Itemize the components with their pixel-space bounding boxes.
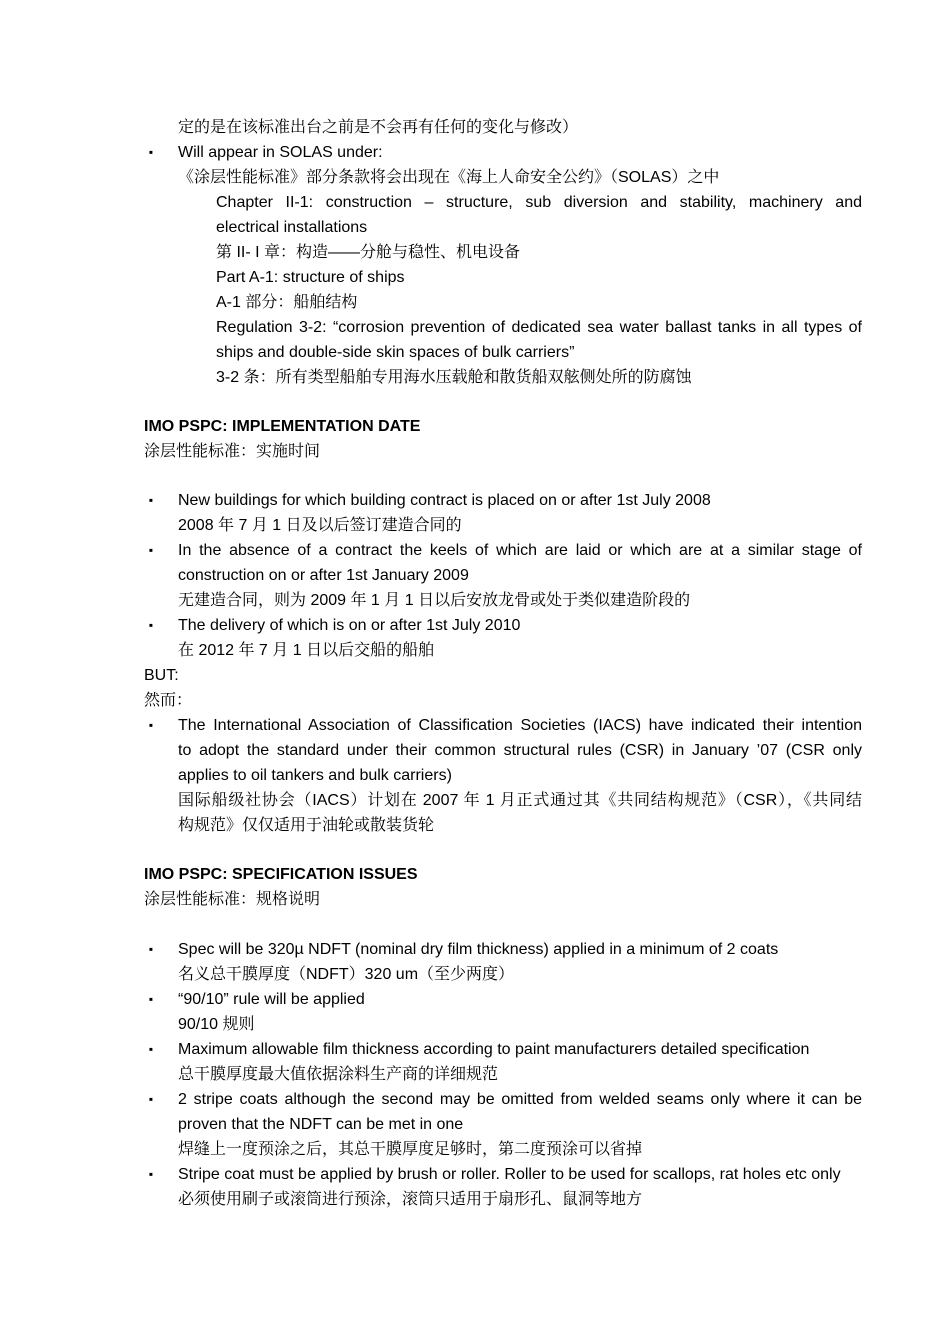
intro-carry-line: 定的是在该标准出台之前是不会再有任何的变化与修改） [178, 119, 579, 136]
impl-item4-en-line1: The International Association of Classification Societies (IACS) have indicated their intention [178, 717, 862, 734]
spec-item5-zh: 必须使用刷子或滚筒进行预涂，滚筒只适用于扇形孔、鼠洞等地方 [178, 1191, 643, 1208]
impl-item1-zh: 2008 年 7 月 1 日及以后签订建造合同的 [178, 517, 462, 534]
impl-item3-zh: 在 2012 年 7 月 1 日以后交船的船舶 [178, 642, 435, 659]
spec-item4-en-line1: 2 stripe coats although the second may be omitted from welded seams only where it can be [178, 1091, 862, 1108]
bullet-icon: ▪ [148, 942, 154, 956]
but-zh: 然而： [144, 692, 193, 709]
chapter-en-line2: electrical installations [216, 219, 368, 236]
specification-heading: IMO PSPC: SPECIFICATION ISSUES [144, 866, 418, 883]
bullet-icon: ▪ [148, 1092, 154, 1106]
spec-item5-en: Stripe coat must be applied by brush or roller. Roller to be used for scallops, rat holes etc only [178, 1166, 841, 1183]
spec-item4-en-line2: proven that the NDFT can be met in one [178, 1116, 464, 1133]
solas-en: Will appear in SOLAS under: [178, 144, 383, 161]
bullet-icon: ▪ [148, 1167, 154, 1181]
spec-item3-en: Maximum allowable film thickness according to paint manufacturers detailed specification [178, 1041, 810, 1058]
spec-item3-zh: 总干膜厚度最大值依据涂料生产商的详细规范 [178, 1066, 499, 1083]
bullet-icon: ▪ [148, 493, 154, 507]
spec-item1-en: Spec will be 320µ NDFT (nominal dry film thickness) applied in a minimum of 2 coats [178, 941, 779, 958]
chapter-en-line1: Chapter II-1: construction – structure, sub diversion and stability, machinery and [216, 194, 862, 211]
impl-item4-en-line2: to adopt the standard under their common structural rules (CSR) in January ’07 (CSR only [178, 742, 862, 759]
but-en: BUT: [144, 667, 179, 684]
impl-item2-en-line1: In the absence of a contract the keels of which are laid or which are at a similar stage of [178, 542, 862, 559]
impl-item4-zh-line2: 构规范》仅仅适用于油轮或散装货轮 [178, 817, 435, 834]
spec-item4-zh: 焊缝上一度预涂之后，其总干膜厚度足够时，第二度预涂可以省掉 [178, 1141, 643, 1158]
bullet-icon: ▪ [148, 145, 154, 159]
implementation-heading: IMO PSPC: IMPLEMENTATION DATE [144, 418, 421, 435]
bullet-icon: ▪ [148, 543, 154, 557]
chapter-zh: 第 II- I 章：构造——分舱与稳性、机电设备 [216, 244, 521, 261]
bullet-icon: ▪ [148, 992, 154, 1006]
impl-item3-en: The delivery of which is on or after 1st July 2010 [178, 617, 521, 634]
implementation-heading-zh: 涂层性能标准：实施时间 [144, 443, 321, 460]
regulation-zh: 3-2 条：所有类型船舶专用海水压载舱和散货船双舷侧处所的防腐蚀 [216, 369, 692, 386]
impl-item2-zh: 无建造合同，则为 2009 年 1 月 1 日以后安放龙骨或处于类似建造阶段的 [178, 592, 691, 609]
bullet-icon: ▪ [148, 1042, 154, 1056]
specification-heading-zh: 涂层性能标准：规格说明 [144, 891, 321, 908]
spec-item1-zh: 名义总干膜厚度（NDFT）320 um（至少两度） [178, 966, 515, 983]
impl-item4-zh-line1: 国际船级社协会（IACS）计划在 2007 年 1 月正式通过其《共同结构规范》（CSR），《共同结 [178, 792, 862, 809]
bullet-icon: ▪ [148, 718, 154, 732]
part-en: Part A-1: structure of ships [216, 269, 405, 286]
impl-item4-en-line3: applies to oil tankers and bulk carriers) [178, 767, 452, 784]
regulation-en-line1: Regulation 3-2: “corrosion prevention of dedicated sea water ballast tanks in all types of [216, 319, 862, 336]
solas-zh: 《涂层性能标准》部分条款将会出现在《海上人命安全公约》（SOLAS）之中 [178, 169, 720, 186]
regulation-en-line2: ships and double-side skin spaces of bulk carriers” [216, 344, 575, 361]
bullet-icon: ▪ [148, 618, 154, 632]
part-zh: A-1 部分：船舶结构 [216, 294, 358, 311]
spec-item2-zh: 90/10 规则 [178, 1016, 255, 1033]
spec-item2-en: “90/10” rule will be applied [178, 991, 365, 1008]
impl-item2-en-line2: construction on or after 1st January 2009 [178, 567, 469, 584]
impl-item1-en: New buildings for which building contract is placed on or after 1st July 2008 [178, 492, 711, 509]
